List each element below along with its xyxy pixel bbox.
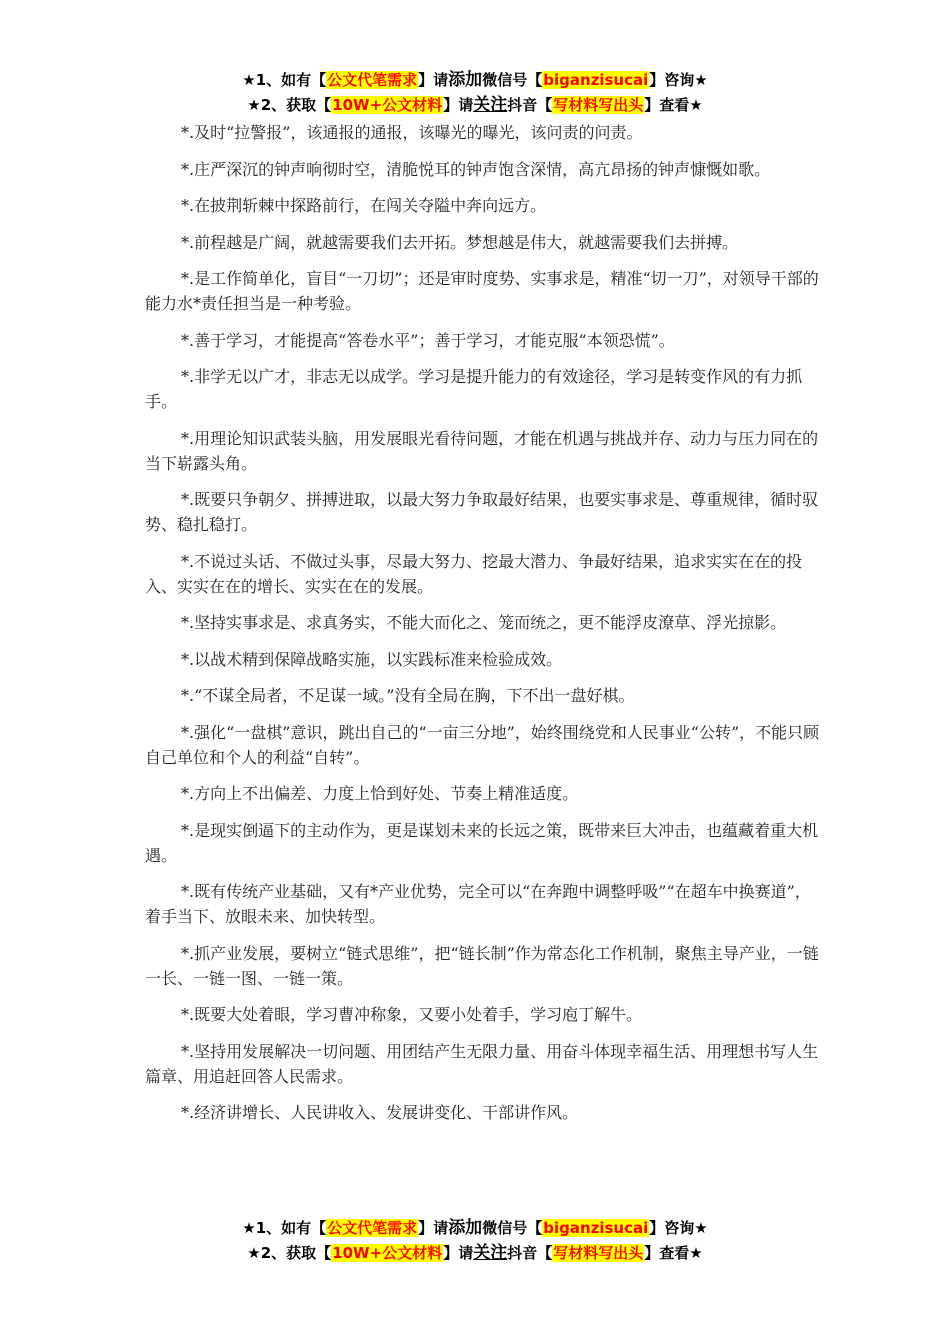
footer-line-1-text: 】请	[418, 1219, 449, 1237]
paragraph: *.坚持实事求是、求真务实，不能大而化之、笼而统之，更不能浮皮潦草、浮光掠影。	[181, 613, 787, 632]
header-line-2	[0, 93, 950, 118]
header-line-2-text-2: 抖音【	[507, 96, 553, 114]
header-line-1-emphasis: 添加	[448, 70, 483, 90]
paragraph: *.强化“一盘棋”意识，跳出自己的“一亩三分地”，始终围绕党和人民事业“公转”，不能只顾自己单位和个人的利益“自转”。	[145, 722, 820, 767]
highlight-materials: 10W+公文材料	[332, 96, 443, 114]
paragraph: *.“不谋全局者，不足谋一域。”没有全局在胸，下不出一盘好棋。	[181, 686, 635, 705]
highlight-service: 公文代笔需求	[327, 71, 418, 89]
paragraph: *.用理论知识武装头脑，用发展眼光看待问题，才能在机遇与挑战并存、动力与压力同在的当下崭露头角。	[145, 428, 819, 473]
body-text	[145, 120, 820, 1137]
header-line-1-prefix: ★1、如有【	[242, 71, 327, 89]
paragraph: *.在披荆斩棘中探路前行，在闯关夺隘中奔向远方。	[181, 196, 547, 215]
footer-line-2-prefix: ★2、获取【	[247, 1244, 332, 1262]
header-line-1-suffix: 】咨询★	[649, 71, 708, 89]
highlight-materials: 10W+公文材料	[332, 1244, 443, 1262]
header-line-2-text: 】请	[443, 96, 474, 114]
highlight-wechat-id: biganzisucai	[543, 71, 649, 89]
footer-line-2-text-2: 抖音【	[507, 1244, 553, 1262]
paragraph: *.善于学习，才能提高“答卷水平”；善于学习，才能克服“本领恐慌”。	[181, 330, 675, 350]
footer-line-2-suffix: 】查看★	[644, 1244, 703, 1262]
paragraph: *.非学无以广才，非志无以成学。学习是提升能力的有效途径，学习是转变作风的有力抓手。	[145, 367, 803, 411]
footer-line-1-emphasis: 添加	[448, 1218, 483, 1238]
paragraph: *.坚持用发展解决一切问题、用团结产生无限力量、用奋斗体现幸福生活、用理想书写人生篇章、用追赶回答人民需求。	[145, 1041, 819, 1086]
footer-line-1-suffix: 】咨询★	[649, 1219, 708, 1237]
paragraph: *.既要大处着眼，学习曹冲称象，又要小处着手，学习庖丁解牛。	[181, 1005, 643, 1024]
paragraph: *.方向上不出偏差、力度上恰到好处、节奏上精准适度。	[181, 784, 579, 803]
paragraph: *.既要只争朝夕、拼搏进取，以最大努力争取最好结果，也要实事求是、尊重规律，循时驭势、稳扎稳打。	[145, 490, 819, 534]
footer-line-1-prefix: ★1、如有【	[242, 1219, 327, 1237]
paragraph: *.经济讲增长、人民讲收入、发展讲变化、干部讲作风。	[181, 1103, 579, 1122]
paragraph: *.不说过头话、不做过头事，尽最大努力、挖最大潜力、争最好结果，追求实实在在的投入、实实在在的增长、实实在在的发展。	[145, 551, 803, 596]
footer-line-2	[0, 1241, 950, 1266]
highlight-service: 公文代笔需求	[327, 1219, 418, 1237]
header-banner	[0, 68, 950, 118]
paragraph: *.前程越是广阔，就越需要我们去开拓。梦想越是伟大，就越需要我们去拼搏。	[181, 232, 739, 252]
highlight-douyin-account: 写材料写出头	[553, 1244, 644, 1262]
header-line-1-text: 】请	[418, 71, 449, 89]
header-line-2-emphasis: 关注	[473, 95, 508, 115]
paragraph: *.以战术精到保障战略实施，以实践标准来检验成效。	[181, 649, 563, 669]
highlight-wechat-id: biganzisucai	[543, 1219, 649, 1237]
paragraph: *.及时“拉警报”，该通报的通报，该曝光的曝光，该问责的问责。	[181, 123, 643, 142]
header-line-1	[0, 68, 950, 93]
paragraph: *.是工作简单化，盲目“一刀切”；还是审时度势、实事求是，精准“切一刀”，对领导干部的能力水*责任担当是一种考验。	[145, 269, 819, 313]
footer-line-2-text: 】请	[443, 1244, 474, 1262]
footer-banner	[0, 1216, 950, 1266]
paragraph: *.抓产业发展，要树立“链式思维”，把“链长制”作为常态化工作机制，聚焦主导产业，一链一长、一链一图、一链一策。	[145, 943, 819, 988]
footer-line-2-emphasis: 关注	[473, 1243, 508, 1263]
highlight-douyin-account: 写材料写出头	[553, 96, 644, 114]
paragraph: *.是现实倒逼下的主动作为，更是谋划未来的长远之策，既带来巨大冲击，也蕴藏着重大机遇。	[145, 820, 819, 865]
paragraph: *.庄严深沉的钟声响彻时空，清脆悦耳的钟声饱含深情，高亢昂扬的钟声慷慨如歌。	[181, 159, 771, 179]
footer-line-1	[0, 1216, 950, 1241]
header-line-2-suffix: 】查看★	[644, 96, 703, 114]
paragraph: *.既有传统产业基础，又有*产业优势，完全可以“在奔跑中调整呼吸”“在超车中换赛道”，着手当下、放眼未来、加快转型。	[145, 882, 811, 926]
header-line-1-text-2: 微信号【	[482, 71, 543, 89]
header-line-2-prefix: ★2、获取【	[247, 96, 332, 114]
footer-line-1-text-2: 微信号【	[482, 1219, 543, 1237]
